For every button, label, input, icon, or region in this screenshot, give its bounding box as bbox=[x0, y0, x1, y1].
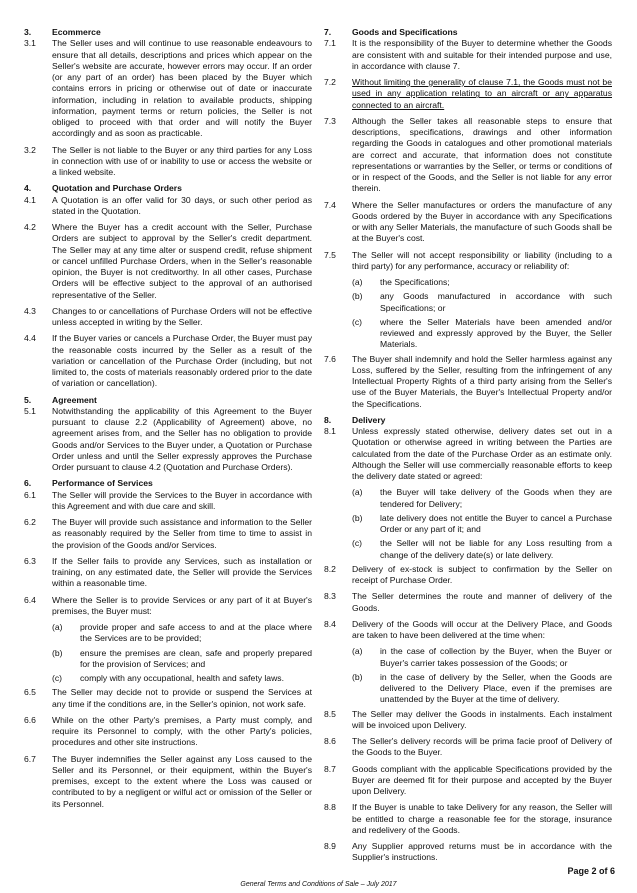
clause bbox=[324, 709, 612, 732]
clause-number: 6.3 bbox=[24, 555, 36, 566]
clause-text: Where the Seller is to provide Services or any part of it at Buyer's premises, the Buyer must: bbox=[52, 594, 312, 616]
section-title: Goods and Specifications bbox=[352, 27, 458, 37]
clause-text: The Seller may deliver the Goods in instalments. Each instalment will be invoiced upon Delivery. bbox=[352, 708, 612, 730]
clause bbox=[24, 406, 312, 474]
clause-text: If the Buyer varies or cancels a Purchase Order, the Buyer must pay the reasonable costs incurred by the Seller as a result of the variation or cancellation of the Purchase Order (including, but not limited to, the costs of materials reasonably ordered prior to the date of variation or cancellation). bbox=[52, 333, 312, 389]
section-title: Delivery bbox=[352, 414, 386, 425]
clause-text: Unless expressly stated otherwise, delivery dates set out in a Quotation or otherwise agreed in writing between the Parties are calculated from the date of the Purchase Order as an estimate only. Although the Seller will use commercially reasonable efforts to keep the delivery date stated or agreed: bbox=[352, 426, 612, 481]
clause-number: 3.1 bbox=[24, 38, 36, 49]
clause bbox=[24, 556, 312, 590]
clause-text: Although the Seller takes all reasonable steps to ensure that descriptions, specifications, drawings and other information regarding the Goods in catalogues and other promotional materials are correct and accurate, that information does not constitute representations or warranties by the Seller, or terms or conditions of or in respect of the Goods, and the Seller is not liable for any error therein. bbox=[352, 115, 612, 194]
section-heading bbox=[24, 395, 312, 406]
clause-number: 8.8 bbox=[324, 802, 336, 813]
clause-number: 7.1 bbox=[324, 38, 336, 49]
clause-number: 6.7 bbox=[24, 753, 36, 764]
clause-number: 4.2 bbox=[24, 222, 36, 232]
sub-clause bbox=[352, 487, 612, 510]
clause bbox=[324, 38, 612, 72]
section-number: 8. bbox=[324, 414, 332, 425]
sub-clause-label: (b) bbox=[352, 291, 363, 302]
clause bbox=[324, 250, 612, 273]
clause-number: 8.7 bbox=[324, 763, 336, 774]
clause-number: 8.9 bbox=[324, 841, 336, 851]
left-column bbox=[24, 26, 312, 815]
sub-clause-label: (b) bbox=[352, 671, 363, 682]
sub-clause-text: comply with any occupational, health and safety laws. bbox=[80, 673, 284, 683]
clause-text: The Buyer will provide such assistance and information to the Seller as reasonably required by the Seller from time to time to assist in the provision of the Goods and/or Services. bbox=[52, 517, 312, 550]
clause bbox=[24, 715, 312, 749]
sub-clause-label: (a) bbox=[352, 487, 363, 498]
sub-clause bbox=[52, 648, 312, 671]
clause-number: 3.2 bbox=[24, 144, 36, 155]
sub-clause-text: where the Seller Materials have been amended and/or reviewed and expressly approved by the Buyer, the Seller Materials. bbox=[380, 316, 612, 350]
clause-number: 4.1 bbox=[24, 194, 36, 205]
sub-clause-text: the Seller will not be liable for any Loss resulting from a change of the delivery date(s) or late delivery. bbox=[380, 538, 612, 560]
sub-clause-label: (a) bbox=[352, 277, 363, 287]
clause-number: 4.4 bbox=[24, 333, 36, 344]
sub-clause-text: provide proper and safe access to and at the place where the Services are to be provided; bbox=[80, 622, 312, 644]
clause-number: 6.5 bbox=[24, 687, 36, 698]
clause bbox=[324, 116, 612, 195]
clause bbox=[324, 736, 612, 759]
clause bbox=[24, 595, 312, 618]
sub-clause-label: (b) bbox=[52, 647, 63, 658]
clause-number: 7.3 bbox=[324, 115, 336, 126]
clause-text: The Seller may decide not to provide or suspend the Services at any time if the conditions are, in the Seller's opinion, not work safe. bbox=[52, 687, 312, 709]
document-footer: General Terms and Conditions of Sale – July 2017 bbox=[240, 881, 397, 888]
clause-number: 6.2 bbox=[24, 517, 36, 527]
clause-text: The Seller is not liable to the Buyer or any third parties for any Loss in connection with use of or inability to use or access the website or a linked website. bbox=[52, 144, 312, 177]
clause-text: While on the other Party's premises, a Party must comply, and require its Personnel to comply, with the other Party's policies, procedures and other site instructions. bbox=[52, 714, 312, 748]
clause-number: 6.1 bbox=[24, 489, 36, 500]
clause bbox=[324, 591, 612, 614]
clause-number: 8.6 bbox=[324, 736, 336, 746]
clause-text: Delivery of ex-stock is subject to confirmation by the Seller on receipt of Purchase Order. bbox=[352, 563, 612, 585]
section-number: 4. bbox=[24, 183, 32, 194]
clause-number: 6.4 bbox=[24, 594, 36, 605]
clause bbox=[24, 38, 312, 139]
clause bbox=[24, 754, 312, 810]
clause-text: A Quotation is an offer valid for 30 days, or such other period as stated in the Quotation. bbox=[52, 194, 312, 216]
clause-number: 4.3 bbox=[24, 305, 36, 316]
section-heading bbox=[24, 478, 312, 489]
sub-clause-label: (c) bbox=[352, 316, 363, 327]
clause-text: The Buyer shall indemnify and hold the Seller harmless against any Loss, suffered by the Seller, resulting from the infringement of any Intellectual Property Rights of a third party arising from the Seller's use of the Buyer Materials, the Buyer's Intellectual Property and/or the Specifications. bbox=[352, 353, 612, 409]
sub-clause-text: the Buyer will take delivery of the Goods when they are tendered for Delivery; bbox=[380, 487, 612, 509]
sub-clause-text: in the case of delivery by the Seller, when the Goods are delivered to the Delivery Place, even if the premises are unattended by the Buyer at the time of delivery. bbox=[380, 671, 612, 705]
sub-clause-text: ensure the premises are clean, safe and properly prepared for the provision of Services; and bbox=[80, 647, 312, 669]
clause-number: 6.6 bbox=[24, 714, 36, 725]
clause-text: The Seller determines the route and manner of delivery of the Goods. bbox=[352, 591, 612, 613]
section-number: 3. bbox=[24, 27, 32, 37]
clause-text: Any Supplier approved returns must be in accordance with the Supplier's instructions. bbox=[352, 841, 612, 863]
section-number: 7. bbox=[324, 27, 332, 37]
section-title: Agreement bbox=[52, 394, 97, 405]
section-number: 5. bbox=[24, 394, 32, 405]
clause-text: The Seller will provide the Services to the Buyer in accordance with this Agreement and with due care and skill. bbox=[52, 489, 312, 511]
clause-text: The Buyer indemnifies the Seller against any Loss caused to the Seller and its Personnel, or their equipment, within the Buyer's premises, except to the extent where the Loss was caused or contributed to by a negligent or wilful act or omission of the Seller or its Personnel. bbox=[52, 753, 312, 809]
clause-text: Delivery of the Goods will occur at the Delivery Place, and Goods are taken to have been delivered at the time when: bbox=[352, 618, 612, 640]
sub-clause-text: any Goods manufactured in accordance with such Specifications; or bbox=[380, 291, 612, 313]
sub-clause bbox=[352, 672, 612, 706]
sub-clause-text: the Specifications; bbox=[380, 277, 450, 287]
clause-number: 8.2 bbox=[324, 563, 336, 574]
right-column bbox=[324, 26, 612, 869]
clause bbox=[324, 764, 612, 798]
clause-text: The Seller uses and will continue to use reasonable endeavours to ensure that all details, descriptions and prices which appear on the Seller's website are accurate, however errors may occur. If an order (or any part of an order) has been placed by the Buyer which contains errors in pricing or otherwise out of date or inaccurate information, including in relation to available products, shipping information, payment terms or return policies, the Seller is not obliged to proceed with that order and will notify the Buyer accordingly and as soon as practicable. bbox=[52, 38, 312, 139]
section-heading bbox=[324, 415, 612, 426]
clause-number: 8.1 bbox=[324, 426, 336, 436]
clause-text: Without limiting the generality of clause 7.1, the Goods must not be used in any application relating to an aircraft or any apparatus connected to an aircraft. bbox=[352, 77, 612, 110]
sub-clause-text: in the case of collection by the Buyer, when the Buyer or Buyer's carrier takes possession of the Goods; or bbox=[380, 646, 612, 668]
page-number: Page 2 of 6 bbox=[567, 866, 615, 876]
clause-number: 8.5 bbox=[324, 708, 336, 719]
sub-clause bbox=[352, 646, 612, 669]
clause-text: If the Buyer is unable to take Delivery for any reason, the Seller will be entitled to charge a reasonable fee for the storage, insurance and redelivery of the Goods. bbox=[352, 802, 612, 835]
section-heading bbox=[24, 183, 312, 194]
clause-number: 8.3 bbox=[324, 591, 336, 602]
clause-text: Goods compliant with the applicable Specifications provided by the Buyer are deemed fit for their purpose and accepted by the Buyer upon Delivery. bbox=[352, 763, 612, 796]
clause-text: Where the Buyer has a credit account with the Seller, Purchase Orders are subject to approval by the Seller's credit department. The Seller may at any time alter or suspend credit, refuse shipment or cancel unfilled Purchase Orders, when in the Seller's reasonable opinion, the Buyer is not creditworthy. In all other cases, Purchase Orders will be effective subject to the approval of an authorised representative of the Seller. bbox=[52, 222, 312, 300]
clause-number: 7.5 bbox=[324, 249, 336, 260]
sub-clause-label: (c) bbox=[352, 538, 363, 549]
clause-text: The Seller's delivery records will be prima facie proof of Delivery of the Goods to the Buyer. bbox=[352, 736, 612, 758]
section-heading bbox=[324, 27, 612, 38]
clause bbox=[24, 306, 312, 329]
sub-clause-label: (a) bbox=[52, 622, 63, 632]
clause-number: 7.4 bbox=[324, 199, 336, 210]
section-title: Ecommerce bbox=[52, 27, 101, 37]
sub-clause bbox=[352, 317, 612, 351]
clause-number: 7.2 bbox=[324, 77, 336, 87]
clause bbox=[324, 354, 612, 410]
sub-clause-label: (b) bbox=[352, 512, 363, 523]
sub-clause bbox=[352, 291, 612, 314]
clause bbox=[24, 490, 312, 513]
section-heading bbox=[24, 27, 312, 38]
clause-text: It is the responsibility of the Buyer to determine whether the Goods are consistent with and suitable for their intended purpose and use, in accordance with clause 7. bbox=[352, 38, 612, 71]
sub-clause-label: (c) bbox=[52, 673, 63, 683]
clause-number: 7.6 bbox=[324, 353, 336, 364]
clause bbox=[24, 145, 312, 179]
sub-clause bbox=[352, 538, 612, 561]
sub-clause-text: late delivery does not entitle the Buyer to cancel a Purchase Order or any part of it; and bbox=[380, 512, 612, 534]
sub-clause-label: (a) bbox=[352, 646, 363, 657]
sub-clause bbox=[52, 622, 312, 645]
clause bbox=[24, 687, 312, 710]
clause bbox=[324, 802, 612, 836]
clause-text: If the Seller fails to provide any Services, such as installation or training, on any estimated date, the Seller will provide the Services within a reasonable time. bbox=[52, 555, 312, 589]
sub-clause bbox=[352, 277, 612, 288]
clause-number: 5.1 bbox=[24, 405, 36, 416]
section-number: 6. bbox=[24, 478, 32, 489]
section-title: Performance of Services bbox=[52, 478, 153, 489]
clause bbox=[324, 77, 612, 111]
clause bbox=[324, 619, 612, 642]
clause-number: 8.4 bbox=[324, 618, 336, 629]
clause-text: Changes to or cancellations of Purchase Orders will not be effective unless accepted in writing by the Seller. bbox=[52, 305, 312, 327]
clause bbox=[24, 333, 312, 389]
clause-text: Notwithstanding the applicability of this Agreement to the Buyer pursuant to clause 2.2 (Applicability of Agreement) above, no agreement arises from, and the Seller has no obligation to provide Goods and/or Services to the Buyer under, a Quotation or Purchase Order unless and until the Seller expressly approves the Purchase Order pursuant to clause 4.2 (Quotation and Purchase Orders). bbox=[52, 405, 312, 472]
clause bbox=[24, 517, 312, 551]
clause-text: The Seller will not accept responsibility or liability (including to a third party) for any performance, accuracy or reliability of: bbox=[352, 249, 612, 271]
clause-text: Where the Seller manufactures or orders the manufacture of any Goods ordered by the Buyer in accordance with any Specifications or with any Seller Materials, the manufacture of such Goods shall be at the Buyer's cost. bbox=[352, 199, 612, 244]
clause bbox=[24, 222, 312, 301]
clause bbox=[324, 841, 612, 864]
clause bbox=[324, 564, 612, 587]
sub-clause bbox=[352, 513, 612, 536]
clause bbox=[324, 200, 612, 245]
clause bbox=[324, 426, 612, 482]
sub-clause bbox=[52, 673, 312, 684]
section-title: Quotation and Purchase Orders bbox=[52, 183, 182, 194]
clause bbox=[24, 195, 312, 218]
